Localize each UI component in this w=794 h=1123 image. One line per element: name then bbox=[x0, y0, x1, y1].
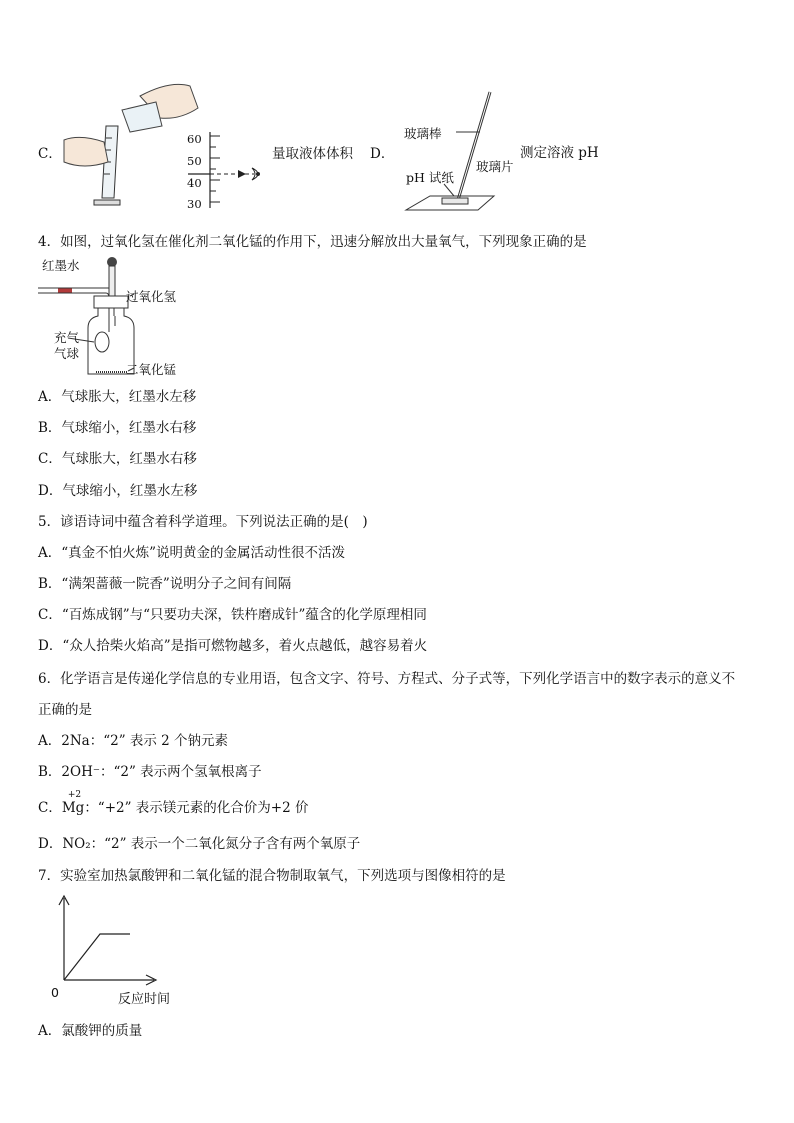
glass-rod-label: 玻璃棒 bbox=[404, 126, 442, 141]
q4-stem: 4．如图，过氧化氢在催化剂二氧化锰的作用下，迅速分解放出大量氧气，下列现象正确的是 bbox=[38, 234, 587, 250]
q6-option-b[interactable]: B．2OH⁻：“2” 表示两个氢氧根离子 bbox=[38, 764, 262, 780]
q4-option-b[interactable]: B．气球缩小，红墨水右移 bbox=[38, 420, 197, 436]
mg-symbol: +2 Mg bbox=[61, 790, 85, 816]
q5-stem: 5．谚语诗词中蕴含着科学道理。下列说法正确的是( ) bbox=[38, 514, 368, 530]
measure-ph-text: 测定溶液 pH bbox=[520, 145, 599, 161]
q6-option-a[interactable]: A．2Na：“2” 表示 2 个钠元素 bbox=[38, 733, 229, 749]
ph-paper-label: pH 试纸 bbox=[406, 170, 454, 185]
q7-graph-origin: 0 bbox=[51, 985, 59, 1000]
q7-graph-curve bbox=[64, 934, 130, 980]
q6-stem-line2: 正确的是 bbox=[38, 702, 92, 718]
tick-50: 50 bbox=[187, 154, 202, 168]
measure-volume-text: 量取液体体积 bbox=[272, 146, 353, 162]
tick-40: 40 bbox=[187, 176, 202, 190]
q6-option-c[interactable] bbox=[38, 790, 309, 816]
tick-60: 60 bbox=[187, 132, 202, 146]
q7-stem: 7．实验室加热氯酸钾和二氧化锰的混合物制取氧气，下列选项与图像相符的是 bbox=[38, 868, 506, 884]
q4-option-c[interactable]: C．气球胀大，红墨水右移 bbox=[38, 451, 197, 467]
q4-option-d[interactable]: D．气球缩小，红墨水左移 bbox=[38, 483, 198, 499]
mno2-label: 二氧化锰 bbox=[126, 362, 177, 377]
q7-option-a[interactable]: A．氯酸钾的质量 bbox=[38, 1023, 143, 1039]
red-ink-label: 红墨水 bbox=[42, 258, 80, 273]
q5-option-a[interactable]: A．“真金不怕火炼”说明黄金的金属活动性很不活泼 bbox=[38, 545, 346, 561]
pouring-liquid-illustration bbox=[60, 78, 200, 213]
q6-stem-line1: 6．化学语言是传递化学信息的专业用语，包含文字、符号、方程式、分子式等，下列化学语言中的数字表示的意义不 bbox=[38, 671, 736, 687]
option-c-label: C． bbox=[38, 146, 62, 162]
tick-30: 30 bbox=[187, 197, 202, 211]
q7-graph-xlabel: 反应时间 bbox=[118, 992, 171, 1007]
q5-option-c[interactable]: C．“百炼成钢”与“只要功夫深，铁杵磨成针”蕴含的化学原理相同 bbox=[38, 607, 427, 623]
q4-option-a[interactable]: A．气球胀大，红墨水左移 bbox=[38, 389, 197, 405]
q6-option-c-prefix: C． bbox=[38, 800, 62, 816]
q6-option-c-text: ：“+2” 表示镁元素的化合价为+2 价 bbox=[84, 800, 309, 816]
mg-charge: +2 bbox=[67, 790, 82, 800]
glass-sheet-label: 玻璃片 bbox=[476, 159, 514, 174]
q7-graph bbox=[46, 890, 166, 986]
balloon-label-1: 充气 bbox=[54, 330, 80, 345]
q6-option-d[interactable]: D．NO₂：“2” 表示一个二氧化氮分子含有两个氧原子 bbox=[38, 836, 361, 852]
ph-test-diagram bbox=[400, 88, 500, 213]
q5-option-b[interactable]: B．“满架蔷薇一院香”说明分子之间有间隔 bbox=[38, 576, 292, 592]
h2o2-label: 过氧化氢 bbox=[126, 289, 177, 304]
q5-option-d[interactable]: D．“众人拾柴火焰高”是指可燃物越多，着火点越低，越容易着火 bbox=[38, 638, 428, 654]
option-d-label: D． bbox=[370, 146, 395, 162]
balloon-label-2: 气球 bbox=[54, 346, 80, 361]
